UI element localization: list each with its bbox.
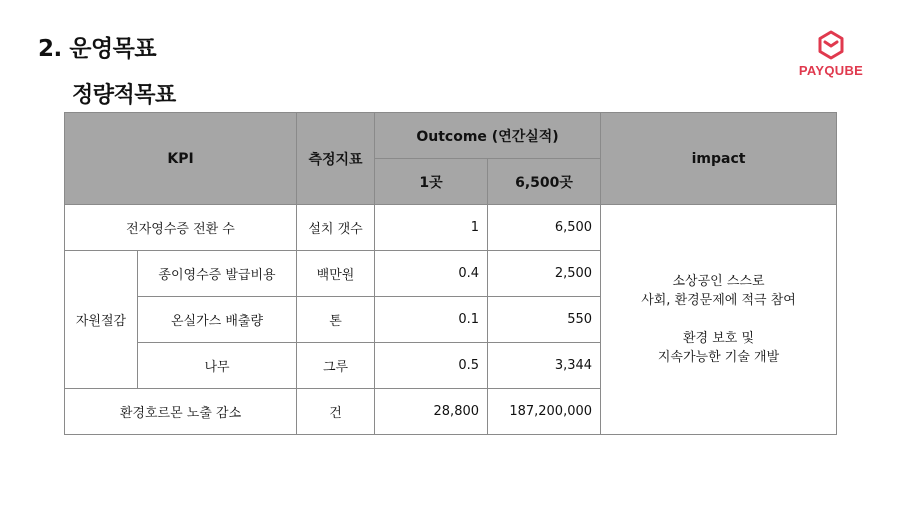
section-title: 2. 운영목표 [38, 36, 157, 62]
value-1-cell: 0.1 [375, 297, 488, 343]
metric-cell: 건 [297, 389, 375, 435]
value-1-cell: 1 [375, 205, 488, 251]
value-2-cell: 550 [488, 297, 601, 343]
kpi-cell: 전자영수증 전환 수 [65, 205, 297, 251]
header-metric: 측정지표 [297, 113, 375, 205]
impact-line: 소상공인 스스로 [672, 274, 765, 289]
kpi-cell: 종이영수증 발급비용 [138, 251, 297, 297]
impact-line: 사회, 환경문제에 적극 참여 [641, 293, 796, 308]
table-header-row [65, 113, 837, 159]
logo-text: PAYQUBE [798, 63, 864, 78]
sub-title: 정량적목표 [72, 83, 176, 108]
group-label-cell: 자원절감 [65, 251, 138, 389]
kpi-cell: 환경호르몬 노출 감소 [65, 389, 297, 435]
value-2-cell: 3,344 [488, 343, 601, 389]
metric-cell: 설치 갯수 [297, 205, 375, 251]
metric-cell: 톤 [297, 297, 375, 343]
table-row [65, 205, 837, 251]
header-outcome-col2: 6,500곳 [488, 159, 601, 205]
value-2-cell: 2,500 [488, 251, 601, 297]
impact-cell [601, 205, 837, 435]
impact-line: 지속가능한 기술 개발 [657, 350, 780, 365]
kpi-table [64, 112, 837, 435]
header-outcome: Outcome (연간실적) [375, 113, 601, 159]
header-impact: impact [601, 113, 837, 205]
kpi-cell: 나무 [138, 343, 297, 389]
payqube-logo [796, 30, 866, 78]
value-1-cell: 28,800 [375, 389, 488, 435]
header-kpi: KPI [65, 113, 297, 205]
value-1-cell: 0.5 [375, 343, 488, 389]
value-2-cell: 187,200,000 [488, 389, 601, 435]
value-1-cell: 0.4 [375, 251, 488, 297]
metric-cell: 그루 [297, 343, 375, 389]
kpi-cell: 온실가스 배출량 [138, 297, 297, 343]
cube-icon [817, 30, 845, 60]
metric-cell: 백만원 [297, 251, 375, 297]
header-outcome-col1: 1곳 [375, 159, 488, 205]
value-2-cell: 6,500 [488, 205, 601, 251]
impact-line: 환경 보호 및 [683, 331, 755, 346]
